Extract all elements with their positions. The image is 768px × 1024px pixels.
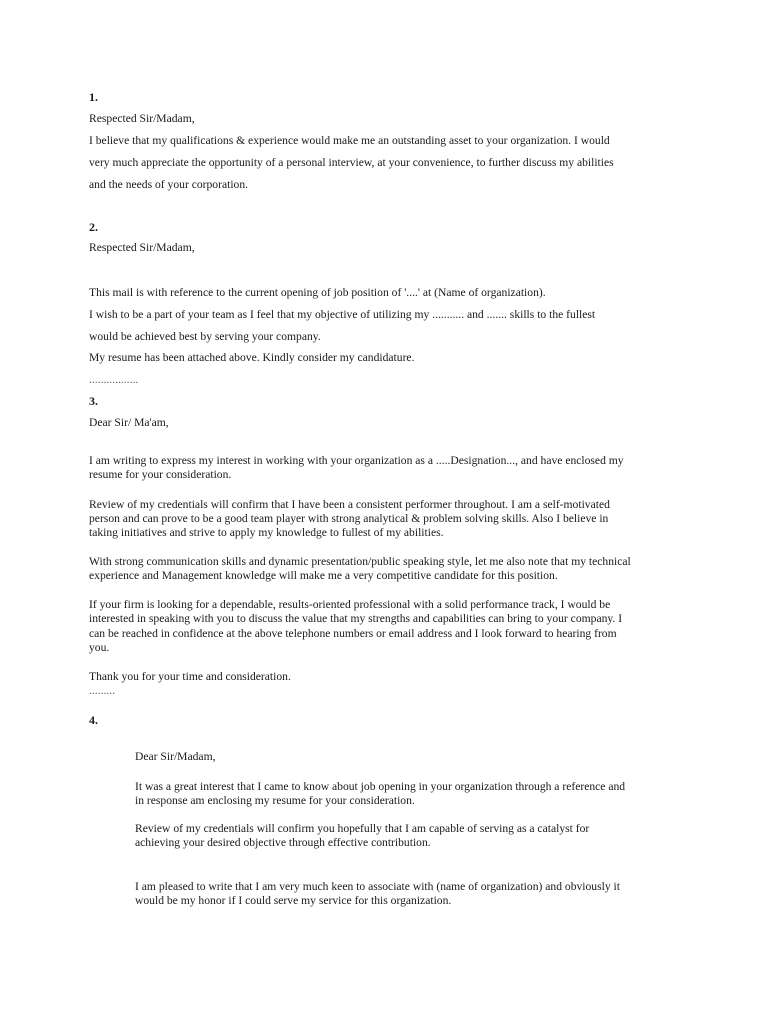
separator-dots: .........: [89, 684, 116, 697]
body-line: taking initiatives and strive to apply my knowledge to fullest of my abilities.: [89, 526, 444, 539]
body-line: experience and Management knowledge will make me a very competitive candidate for this position.: [89, 569, 558, 582]
body-line: I believe that my qualifications & experience would make me an outstanding asset to your organization. I would: [89, 134, 610, 147]
body-line: you.: [89, 641, 110, 654]
body-line: achieving your desired objective through effective contribution.: [135, 836, 431, 849]
body-line: would be my honor if I could serve my service for this organization.: [135, 894, 452, 907]
body-line: resume for your consideration.: [89, 468, 232, 481]
body-line: I wish to be a part of your team as I feel that my objective of utilizing my ........... and ....... skills to the fullest: [89, 308, 596, 321]
body-line: If your firm is looking for a dependable, results-oriented professional with a solid performance track, I would be: [89, 598, 611, 611]
body-line: I am pleased to write that I am very much keen to associate with (name of organization) and obviously it: [135, 880, 620, 893]
body-line: Review of my credentials will confirm you hopefully that I am capable of serving as a catalyst for: [135, 822, 590, 835]
body-line: interested in speaking with you to discuss the value that my strengths and capabilities can bring to your company. I: [89, 612, 623, 625]
body-line: Thank you for your time and consideration.: [89, 670, 291, 683]
salutation: Dear Sir/ Ma'am,: [89, 416, 169, 429]
section-number: 4.: [89, 713, 98, 727]
body-line: and the needs of your corporation.: [89, 178, 249, 191]
section-number: 3.: [89, 394, 98, 408]
section-number: 2.: [89, 220, 98, 234]
body-line: person and can prove to be a good team player with strong analytical & problem solving skills. Also I believe in: [89, 512, 609, 525]
body-line: in response am enclosing my resume for your consideration.: [135, 794, 415, 807]
body-line: With strong communication skills and dynamic presentation/public speaking style, let me also note that my technical: [89, 555, 631, 568]
body-line: This mail is with reference to the current opening of job position of '....' at (Name of organization).: [89, 286, 546, 299]
body-line: very much appreciate the opportunity of a personal interview, at your convenience, to further discuss my abilities: [89, 156, 614, 169]
body-line: would be achieved best by serving your company.: [89, 330, 321, 343]
body-line: My resume has been attached above. Kindly consider my candidature.: [89, 351, 415, 364]
salutation: Respected Sir/Madam,: [89, 112, 195, 125]
separator-dots: .................: [89, 373, 139, 386]
salutation: Dear Sir/Madam,: [135, 750, 216, 763]
salutation: Respected Sir/Madam,: [89, 241, 195, 254]
section-number: 1.: [89, 90, 98, 104]
body-line: I am writing to express my interest in working with your organization as a .....Designation..., and have enclosed my: [89, 454, 624, 467]
body-line: can be reached in confidence at the above telephone numbers or email address and I look forward to hearing from: [89, 627, 617, 640]
body-line: Review of my credentials will confirm that I have been a consistent performer throughout. I am a self-motivated: [89, 498, 610, 511]
body-line: It was a great interest that I came to know about job opening in your organization through a reference and: [135, 780, 626, 793]
